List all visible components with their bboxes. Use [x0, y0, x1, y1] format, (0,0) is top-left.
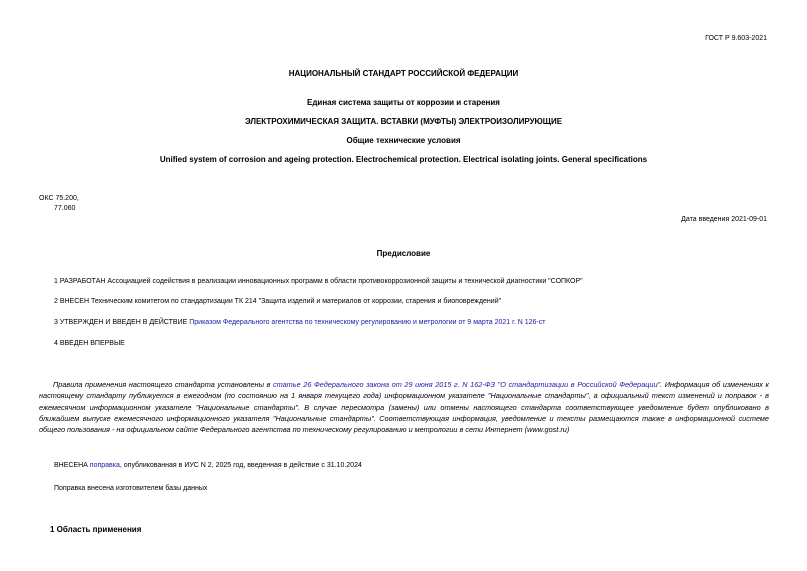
application-rules-paragraph — [39, 379, 769, 435]
federal-law-link[interactable]: статье 26 Федерального закона от 29 июня 2015 г. N 162-ФЗ "О стандартизации в Российской Федерации" — [272, 380, 661, 389]
document-code: ГОСТ Р 9.603-2021 — [705, 35, 767, 42]
rules-text-rest: . Информация об изменениях к настоящему стандарту публикуется в ежегодном (по состоянию на 1 января текущего года) информационном указателе "Национальные стандарты", а официальный текст изменений и поправок - в ежемесячном информационном указателе "Национальные стандарты". В случае пересмотра (замены) или отмены настоящего стандарта соответствующее уведомление будет опубликовано в ближайшем выпуске ежемесячного информационного указателя "Национальные стандарты". Соответствующая информация, уведомление и тексты размещаются также в информационной системе общего пользования - на официальном сайте Федерального агентства по техническому регулированию и метрологии в сети Интернет (www.gost.ru) — [39, 380, 769, 435]
rules-text-start: Правила применения настоящего стандарта установлены в — [53, 380, 271, 389]
system-title: Единая система защиты от коррозии и старения — [307, 98, 500, 107]
amendment-line — [54, 462, 362, 469]
foreword-item-3 — [54, 319, 545, 326]
foreword-title: Предисловие — [376, 249, 431, 258]
amendment-note: Поправка внесена изготовителем базы данных — [54, 485, 208, 492]
foreword-item-1: 1 РАЗРАБОТАН Ассоциацией содействия в реализации инновационных программ в области противокоррозионной защиты и технической диагностики "СОПКОР" — [54, 278, 583, 285]
subtitle: Общие технические условия — [346, 136, 461, 145]
section-1-heading: 1 Область применения — [50, 525, 142, 534]
introduction-date: Дата введения 2021-09-01 — [681, 216, 767, 223]
item-3-prefix: 3 УТВЕРЖДЕН И ВВЕДЕН В ДЕЙСТВИЕ — [54, 319, 188, 326]
national-standard-heading: НАЦИОНАЛЬНЫЙ СТАНДАРТ РОССИЙСКОЙ ФЕДЕРАЦИИ — [288, 69, 519, 78]
approval-order-link[interactable]: Приказом Федерального агентства по техническому регулированию и метрологии от 9 марта 2021 г. N 126-ст — [189, 319, 546, 326]
main-title: ЭЛЕКТРОХИМИЧЕСКАЯ ЗАЩИТА. ВСТАВКИ (МУФТЫ) ЭЛЕКТРОИЗОЛИРУЮЩИЕ — [244, 117, 563, 126]
oks-code-line1: ОКС 75.200, — [39, 195, 79, 202]
foreword-item-2: 2 ВНЕСЕН Техническим комитетом по стандартизации ТК 214 "Защита изделий и материалов от коррозии, старения и биоповреждений" — [54, 298, 502, 305]
oks-code-line2: 77.060 — [54, 205, 76, 212]
foreword-item-4: 4 ВВЕДЕН ВПЕРВЫЕ — [54, 340, 125, 347]
english-title: Unified system of corrosion and ageing protection. Electrochemical protection. Electrical isolating joints. General specifications — [159, 155, 648, 164]
amendment-link[interactable]: поправка — [89, 462, 120, 469]
amendment-prefix: ВНЕСЕНА — [54, 462, 88, 469]
amendment-details: , опубликованная в ИУС N 2, 2025 год, введенная в действие с 31.10.2024 — [119, 462, 362, 469]
